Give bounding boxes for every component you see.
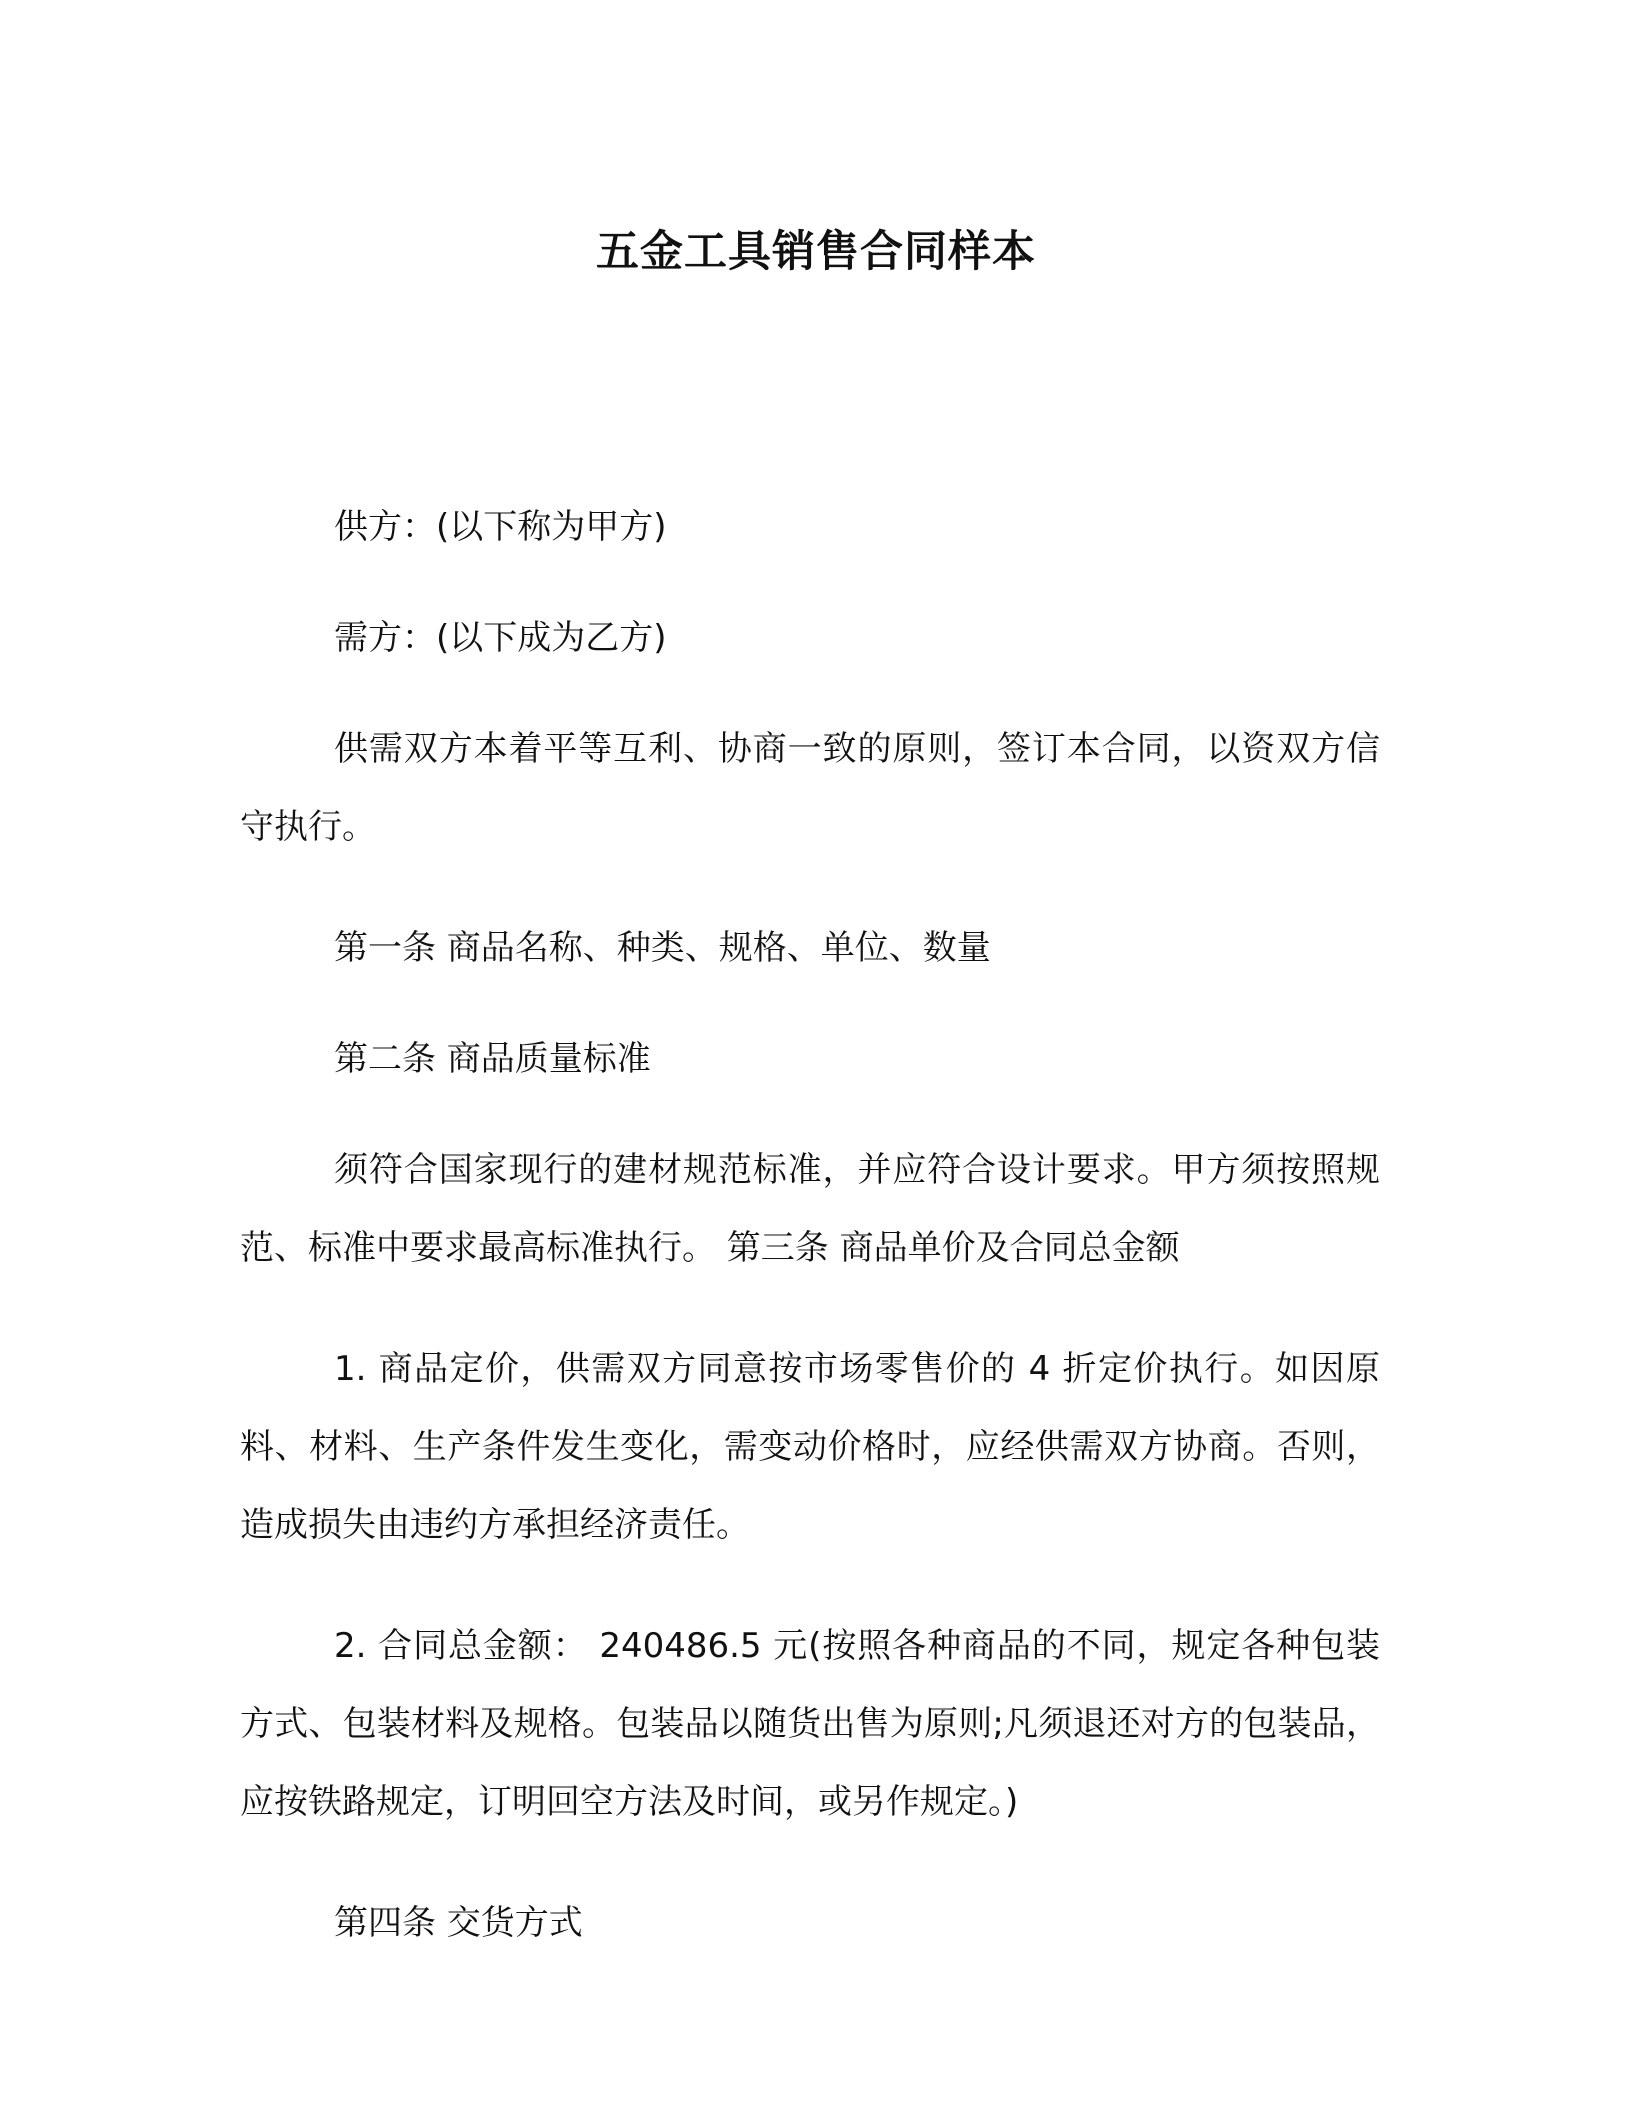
pricing-clause-2: 2. 合同总金额： 240486.5 元(按照各种商品的不同，规定各种包装方式、包装材料及规格。包装品以随货出售为原则;凡须退还对方的包装品，应按铁路规定，订明回空方法及时间，或另作规定。): [240, 1626, 1380, 1822]
document-body: [240, 488, 1380, 2005]
article-2-heading: 第二条 商品质量标准: [334, 1039, 651, 1079]
buyer-line: 需方：(以下成为乙方): [334, 618, 667, 658]
document-title: 五金工具销售合同样本: [596, 227, 1036, 277]
pricing-clause-1: 1. 商品定价，供需双方同意按市场零售价的 4 折定价执行。如因原料、材料、生产条件发生变化，需变动价格时，应经供需双方协商。否则，造成损失由违约方承担经济责任。: [240, 1349, 1380, 1545]
article-4-heading: 第四条 交货方式: [334, 1903, 583, 1943]
supplier-line: 供方：(以下称为甲方): [334, 507, 667, 547]
article-1-heading: 第一条 商品名称、种类、规格、单位、数量: [334, 928, 991, 968]
quality-standard-paragraph: 须符合国家现行的建材规范标准，并应符合设计要求。甲方须按照规范、标准中要求最高标准执行。 第三条 商品单价及合同总金额: [240, 1150, 1380, 1268]
preamble-paragraph: 供需双方本着平等互利、协商一致的原则，签订本合同，以资双方信守执行。: [240, 729, 1380, 847]
